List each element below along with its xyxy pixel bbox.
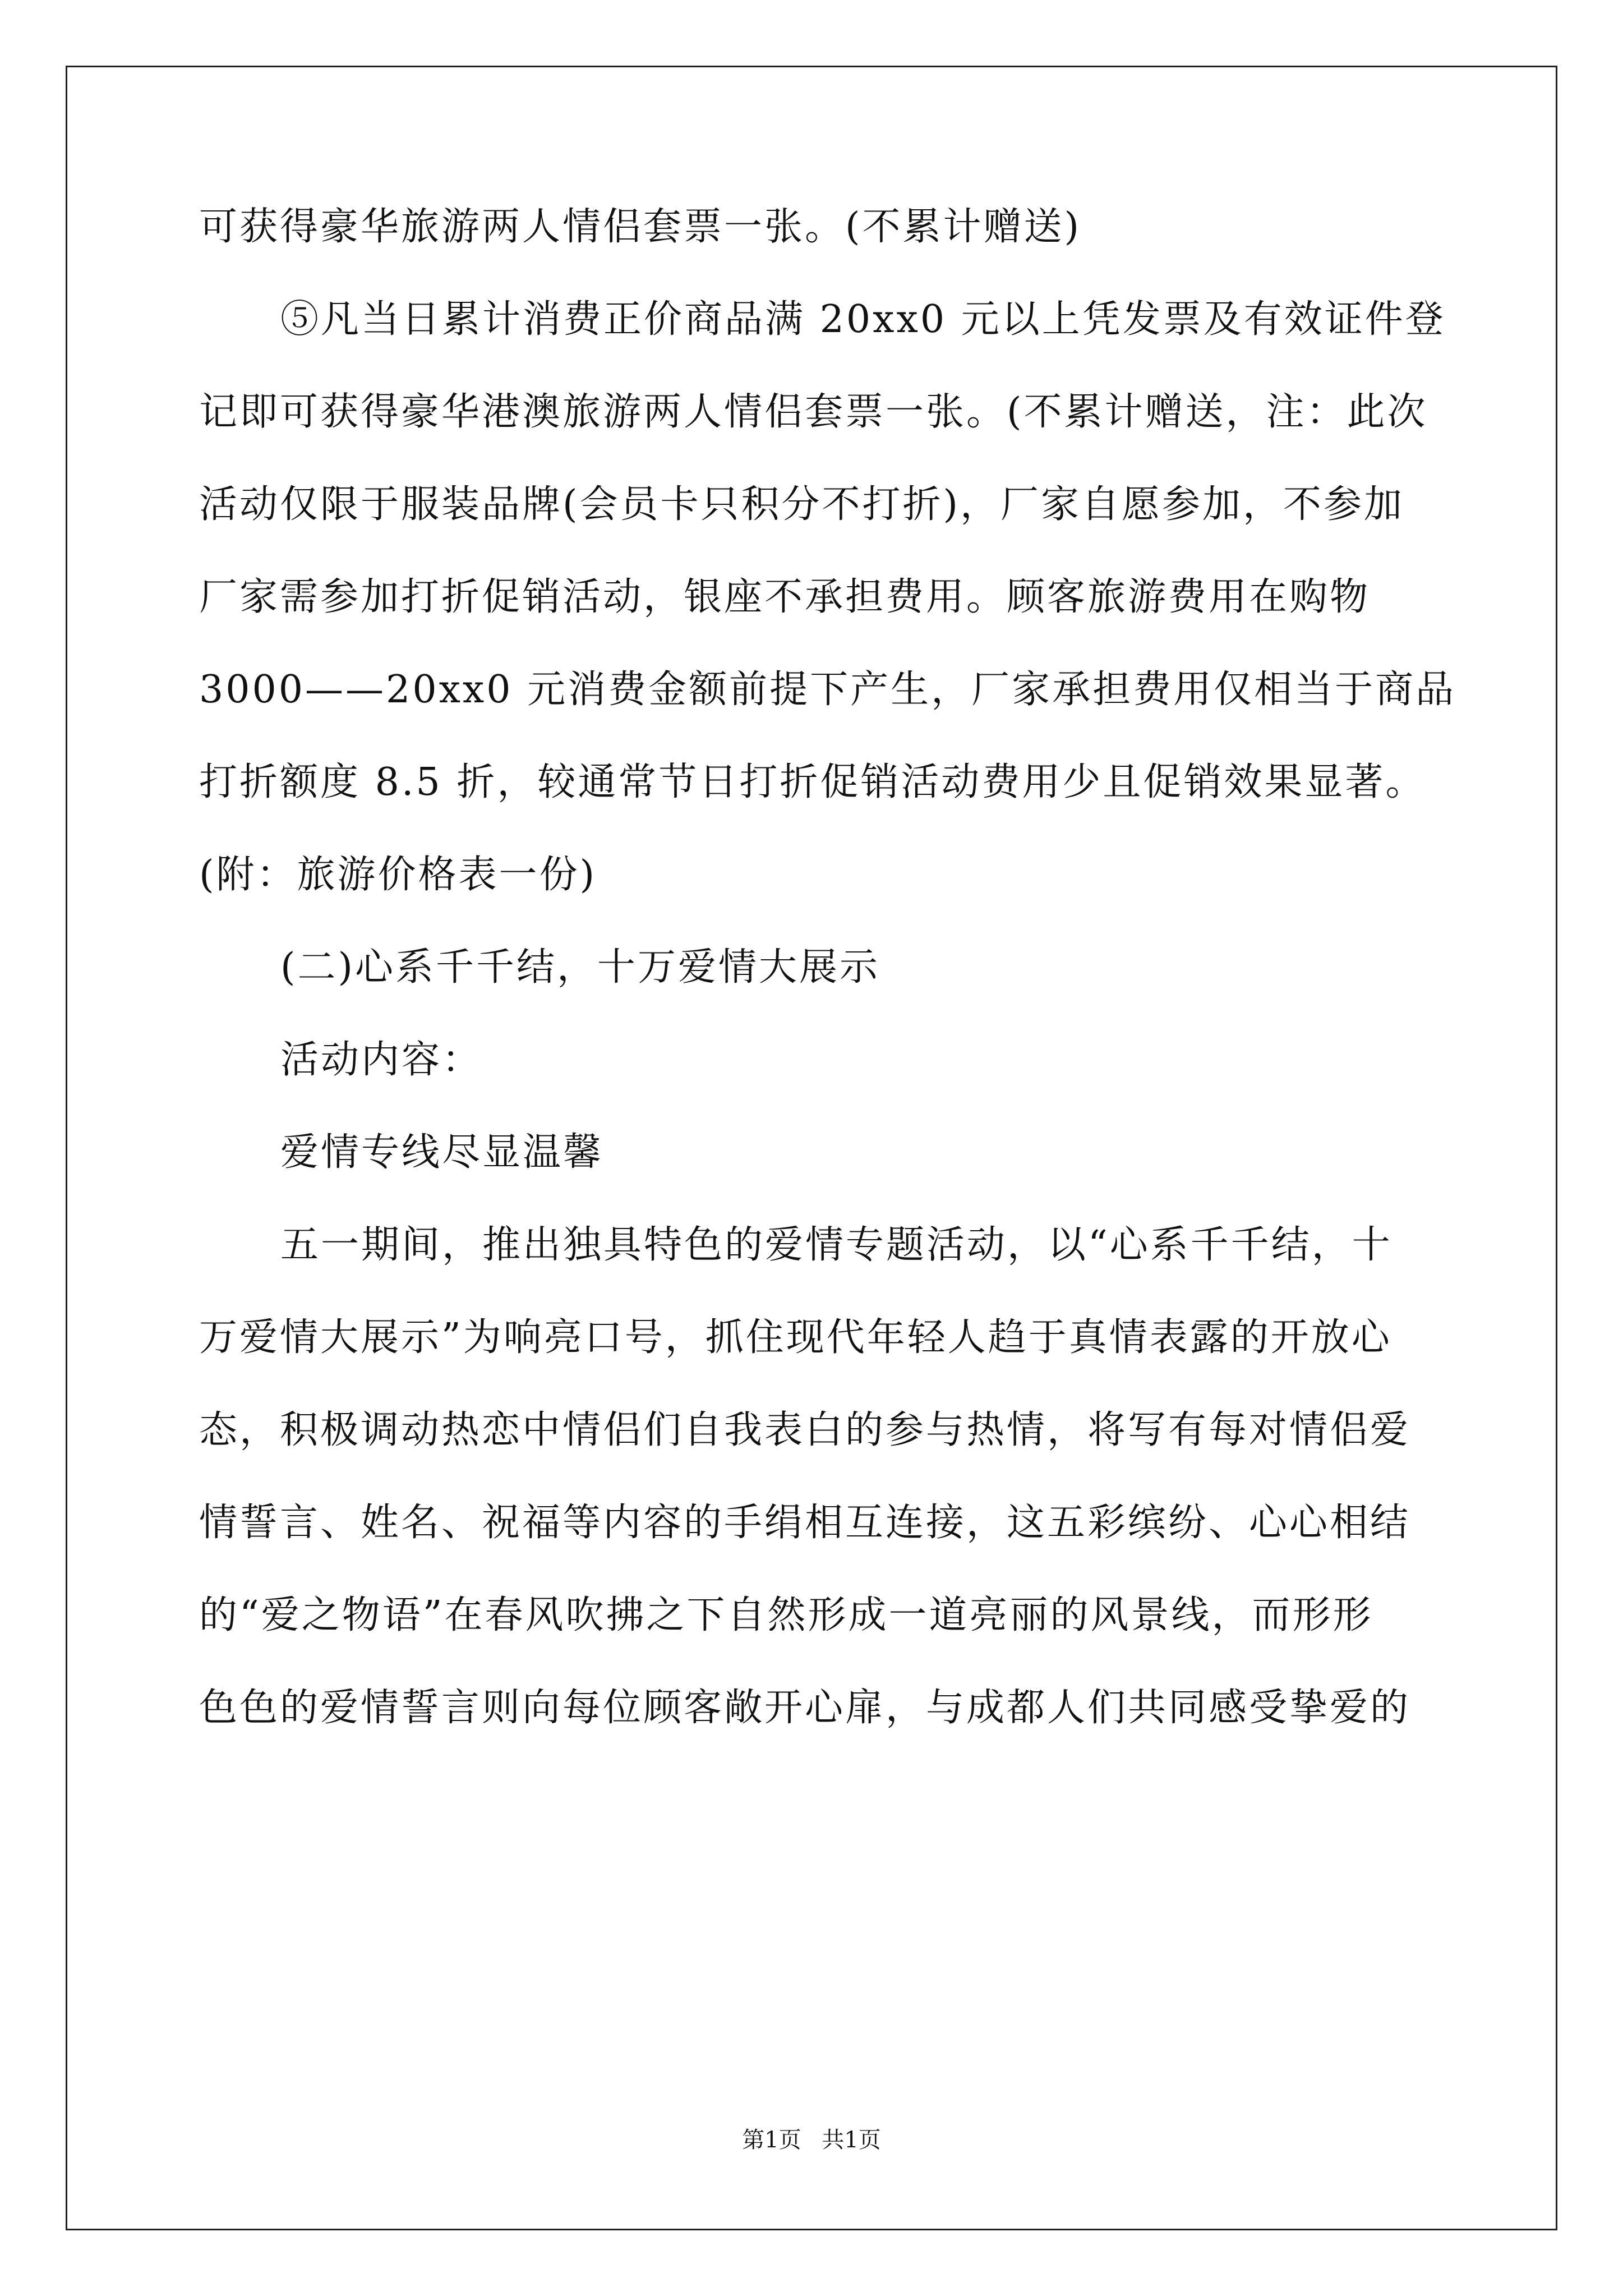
paragraph-line: 五一期间，推出独具特色的爱情专题活动，以“心系千千结，十 [280,1223,1393,1267]
paragraph-line: 情誓言、姓名、祝福等内容的手绢相互连接，这五彩缤纷、心心相结 [199,1501,1411,1545]
page-number: 第1页 [742,2127,801,2153]
paragraph-line: 活动仅限于服装品牌(会员卡只积分不打折)，厂家自愿参加，不参加 [199,482,1405,527]
paragraph-line: 厂家需参加打折促销活动，银座不承担费用。顾客旅游费用在购物 [199,575,1371,619]
paragraph-line: 打折额度 8.5 折，较通常节日打折促销活动费用少且促销效果显著。 [199,760,1426,804]
subheading: 爱情专线尽显温馨 [280,1130,604,1175]
section-heading: (二)心系千千结，十万爱情大展示 [280,945,880,990]
paragraph-line: 态，积极调动热恋中情侣们自我表白的参与热情，将写有每对情侣爱 [199,1408,1411,1452]
page-total: 共1页 [822,2127,881,2153]
paragraph-line: 可获得豪华旅游两人情侣套票一张。(不累计赠送) [199,205,1082,249]
paragraph-line: ⑤凡当日累计消费正价商品满 20xx0 元以上凭发票及有效证件登 [280,297,1446,342]
subheading: 活动内容： [280,1038,483,1082]
paragraph-line: 3000——20xx0 元消费金额前提下产生，厂家承担费用仅相当于商品 [199,668,1456,712]
paragraph-line: 记即可获得豪华港澳旅游两人情侣套票一张。(不累计赠送，注：此次 [199,390,1428,434]
paragraph-line: 的“爱之物语”在春风吹拂之下自然形成一道亮丽的风景线，而形形 [199,1593,1373,1637]
paragraph-line: 万爱情大展示”为响亮口号，抓住现代年轻人趋于真情表露的开放心 [199,1315,1392,1360]
paragraph-line: (附：旅游价格表一份) [199,853,597,897]
paragraph-line: 色色的爱情誓言则向每位顾客敞开心扉，与成都人们共同感受挚爱的 [199,1686,1411,1730]
page-footer [0,2126,1623,2154]
